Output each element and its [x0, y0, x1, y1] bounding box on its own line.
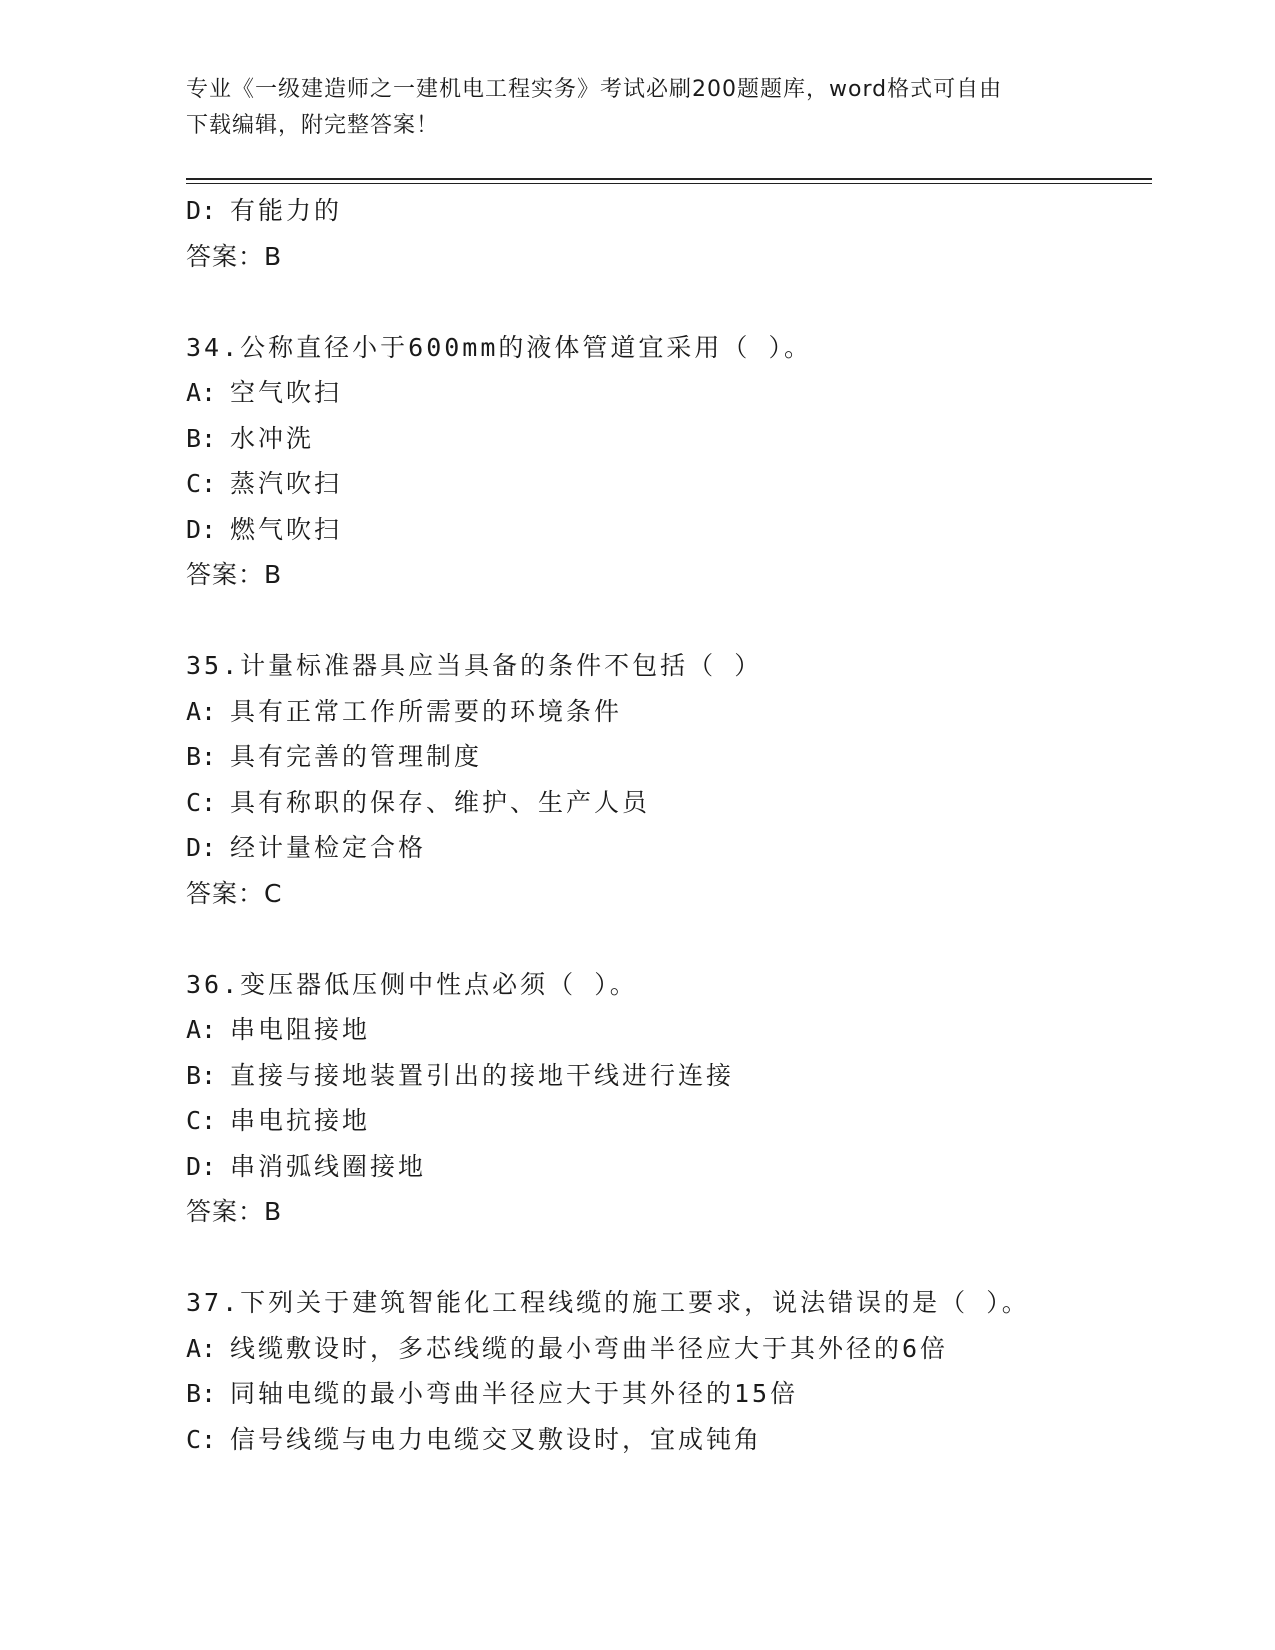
header-line-2: 下载编辑，附完整答案！	[186, 113, 440, 138]
question-block	[186, 962, 1152, 1235]
option-b	[186, 416, 1152, 462]
option-label: C:	[186, 1106, 217, 1135]
option-text: 同轴电缆的最小弯曲半径应大于其外径的15倍	[230, 1379, 799, 1408]
option-text: 串电抗接地	[230, 1106, 371, 1135]
option-c	[186, 1098, 1152, 1144]
answer-line: 答案：B	[186, 560, 283, 589]
answer-line: 答案：B	[186, 1197, 283, 1226]
option-a	[186, 1326, 1152, 1372]
question-text: 37.下列关于建筑智能化工程线缆的施工要求，说法错误的是（ ）。	[186, 1288, 1030, 1317]
option-text: 经计量检定合格	[230, 833, 427, 862]
option-a	[186, 689, 1152, 735]
header-line-1: 专业《一级建造师之一建机电工程实务》考试必刷200题题库，word格式可自由	[186, 77, 1003, 102]
question-block	[186, 1280, 1152, 1462]
option-label: A:	[186, 378, 217, 407]
question-text: 34.公称直径小于600mm的液体管道宜采用（ ）。	[186, 332, 812, 362]
option-label: C:	[186, 1424, 217, 1454]
header-divider-thick	[186, 178, 1152, 180]
option-a	[186, 1007, 1152, 1053]
option-text: 有能力的	[230, 196, 343, 225]
question-block	[186, 643, 1152, 916]
option-label: A:	[186, 696, 217, 726]
option-text: 直接与接地装置引出的接地干线进行连接	[230, 1060, 735, 1090]
question-text: 35.计量标准器具应当具备的条件不包括（ ）	[186, 651, 763, 680]
option-label: B:	[186, 423, 217, 453]
option-d	[186, 188, 1152, 234]
question-block	[186, 188, 1152, 279]
option-label: B:	[186, 742, 217, 771]
option-label: A:	[186, 1015, 217, 1044]
option-label: B:	[186, 1060, 217, 1090]
option-b	[186, 1371, 1152, 1417]
option-c	[186, 461, 1152, 507]
option-label: C:	[186, 787, 217, 817]
option-text: 具有完善的管理制度	[230, 742, 483, 771]
option-c	[186, 1417, 1152, 1463]
question-text: 36.变压器低压侧中性点必须（ ）。	[186, 969, 638, 999]
question-block	[186, 325, 1152, 598]
option-text: 蒸汽吹扫	[230, 469, 343, 498]
option-label: B:	[186, 1379, 217, 1408]
option-b	[186, 1053, 1152, 1099]
option-d	[186, 1144, 1152, 1190]
option-text: 燃气吹扫	[230, 514, 343, 544]
option-label: C:	[186, 469, 217, 498]
option-text: 空气吹扫	[230, 378, 343, 407]
option-text: 串消弧线圈接地	[230, 1151, 427, 1181]
option-label: A:	[186, 1333, 217, 1363]
option-text: 信号线缆与电力电缆交叉敷设时，宜成钝角	[230, 1424, 763, 1454]
option-c	[186, 780, 1152, 826]
option-d	[186, 507, 1152, 553]
option-d	[186, 825, 1152, 871]
option-text: 具有正常工作所需要的环境条件	[230, 696, 623, 726]
option-label: D:	[186, 833, 217, 862]
option-label: D:	[186, 514, 217, 544]
option-text: 水冲洗	[230, 423, 315, 453]
option-label: D:	[186, 1151, 217, 1181]
option-a	[186, 370, 1152, 416]
question-list	[186, 188, 1152, 1462]
option-text: 串电阻接地	[230, 1015, 371, 1044]
option-text: 具有称职的保存、维护、生产人员	[230, 787, 651, 817]
option-label: D:	[186, 196, 217, 225]
document-header	[186, 72, 1086, 144]
header-divider-thin	[186, 183, 1152, 184]
answer-line: 答案：C	[186, 878, 283, 908]
option-b	[186, 734, 1152, 780]
answer-line: 答案：B	[186, 241, 283, 271]
option-text: 线缆敷设时，多芯线缆的最小弯曲半径应大于其外径的6倍	[230, 1333, 949, 1363]
